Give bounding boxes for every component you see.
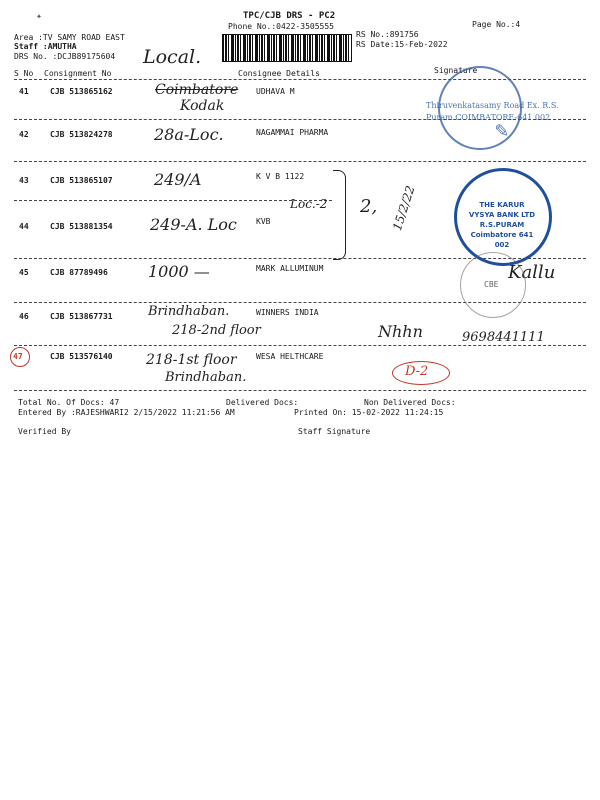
- handwritten-249a-loc: 249-A. Loc: [150, 215, 237, 234]
- row-divider: [14, 345, 586, 346]
- row-41-consignee: UDHAVA M: [256, 87, 295, 96]
- row-44-consignment: CJB 513881354: [50, 222, 113, 231]
- shop-stamp-text: Thiruvenkatasamy Road Ex. R.S. Puram COIMBATORE-641 002: [426, 101, 559, 122]
- row-44-sno: 44: [19, 222, 29, 231]
- non-delivered-docs: Non Delivered Docs:: [364, 398, 456, 407]
- row-42-consignee: NAGAMMAI PHARMA: [256, 128, 329, 137]
- row-45-sno: 45: [19, 268, 29, 277]
- row-43-sno: 43: [19, 176, 29, 185]
- verified-by: Verified By: [18, 427, 71, 436]
- area-label: Area :TV SAMY ROAD EAST: [14, 33, 125, 42]
- handwritten-signature-45: Kallu: [508, 262, 556, 283]
- handwritten-d2: D-2: [405, 364, 429, 379]
- entered-by: Entered By :RAJESHWARI2 2/15/2022 11:21:56 AM: [18, 408, 235, 417]
- drs-number: DRS No. :DCJB89175604: [14, 52, 116, 61]
- row-47-sno: 47: [13, 352, 23, 361]
- corner-mark-icon: ✦: [36, 11, 43, 22]
- row-42-consignment: CJB 513824278: [50, 130, 113, 139]
- row-divider: [14, 390, 586, 391]
- column-consignment: Consignment No: [44, 69, 112, 78]
- handwritten-28a-loc: 28a-Loc.: [154, 125, 224, 144]
- staff-signature: Staff Signature: [298, 427, 371, 436]
- column-sno: S No: [14, 69, 34, 78]
- row-45-consignee: MARK ALLUMINUM: [256, 264, 324, 273]
- row-47-consignee: WESA HELTHCARE: [256, 352, 324, 361]
- row-41-sno: 41: [19, 87, 29, 96]
- handwritten-bracket-note: 2,: [360, 196, 378, 217]
- handwritten-signature-46: Nhhn: [378, 322, 423, 341]
- handwritten-struck-coimbatore: Coimbatore: [155, 82, 239, 98]
- document-title: TPC/CJB DRS - PC2: [243, 11, 336, 21]
- row-42-sno: 42: [19, 130, 29, 139]
- printed-on: Printed On: 15-02-2022 11:24:15: [294, 408, 444, 417]
- staff-label: Staff :AMUTHA: [14, 42, 77, 51]
- handwritten-kodak: Kodak: [180, 98, 225, 114]
- handwritten-249a: 249/A: [154, 170, 202, 189]
- row-45-consignment: CJB 87789496: [50, 268, 108, 277]
- stamp-signature-icon: ✎: [495, 118, 509, 143]
- total-docs: Total No. Of Docs: 47: [18, 398, 120, 407]
- row-46-consignment: CJB 513867731: [50, 312, 113, 321]
- row-46-sno: 46: [19, 312, 29, 321]
- page-number: Page No.:4: [472, 20, 521, 29]
- row-divider: [14, 161, 586, 162]
- phone-number: Phone No.:0422-3505555: [228, 22, 334, 31]
- handwritten-local: Local.: [143, 46, 202, 68]
- bank-stamp-text: THE KARUR VYSYA BANK LTD R.S.PURAM Coimbatore 641 002: [468, 201, 536, 249]
- column-consignee: Consignee Details: [238, 69, 320, 78]
- grouping-bracket: [333, 170, 346, 260]
- barcode: [222, 34, 352, 62]
- handwritten-218-1st-floor: 218-1st floor: [146, 352, 237, 368]
- delivered-docs: Delivered Docs:: [226, 398, 299, 407]
- handwritten-brindhaban-2: Brindhaban.: [165, 370, 247, 385]
- row-41-consignment: CJB 513865162: [50, 87, 113, 96]
- handwritten-brindhaban: Brindhaban.: [148, 304, 230, 319]
- row-divider: [14, 200, 332, 201]
- row-47-consignment: CJB 513576140: [50, 352, 113, 361]
- column-signature: Signature: [434, 66, 478, 75]
- row-43-consignment: CJB 513865107: [50, 176, 113, 185]
- handwritten-218-2nd-floor: 218-2nd floor: [172, 323, 261, 338]
- row-46-consignee: WINNERS INDIA: [256, 308, 319, 317]
- row-43-consignee: K V B 1122: [256, 172, 305, 181]
- faded-stamp-text: CBE: [484, 280, 499, 289]
- handwritten-signature-date: 15/2/22: [390, 183, 418, 233]
- handwritten-1000: 1000 —: [148, 262, 210, 281]
- row-44-consignee: KVB: [256, 217, 271, 226]
- rs-date: RS Date:15-Feb-2022: [356, 40, 448, 49]
- handwritten-phone: 9698441111: [462, 330, 545, 345]
- rs-number: RS No.:891756: [356, 30, 419, 39]
- handwritten-loc-2: Loc.-2: [290, 197, 328, 211]
